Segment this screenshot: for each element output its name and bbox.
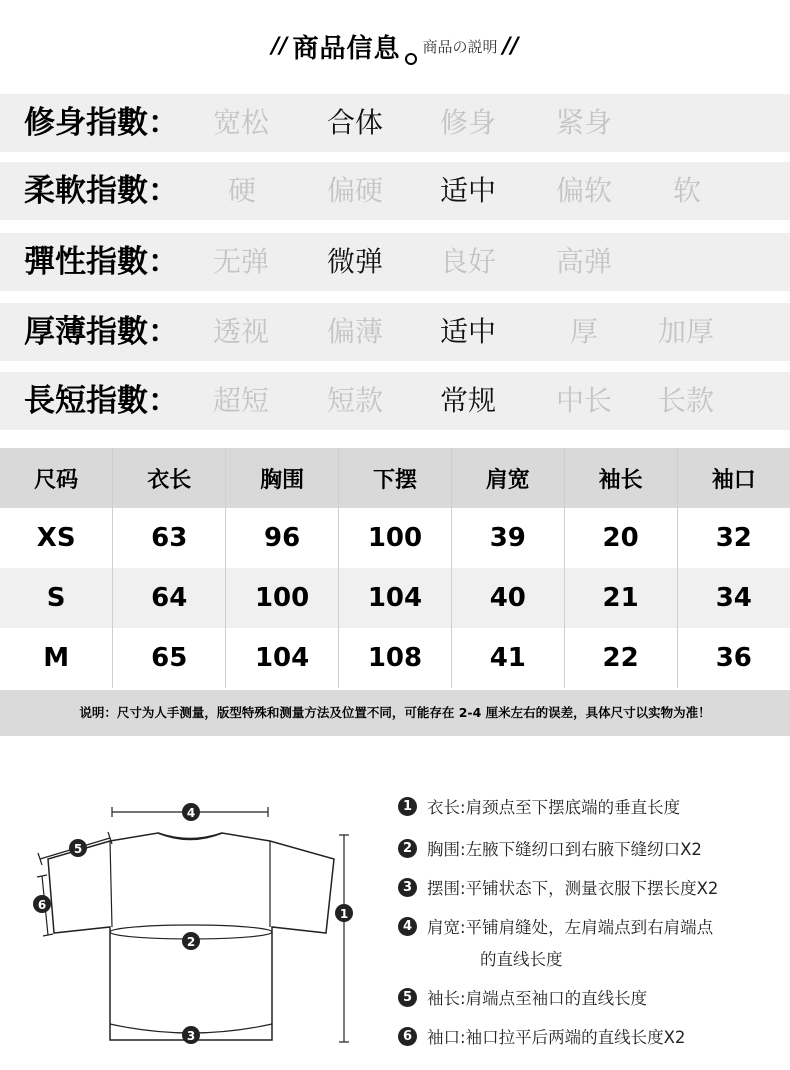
legend-term: 袖口 <box>427 1028 460 1047</box>
thickness-index-row <box>0 303 790 361</box>
index-option-selected: 合体 <box>327 106 384 139</box>
index-label: 彈性指數： <box>24 244 179 280</box>
slash-decoration-left: // <box>271 34 288 59</box>
index-label: 長短指數： <box>24 383 179 419</box>
fit-index-row <box>0 94 790 152</box>
legend-item: 4 肩宽:平铺肩缝处，左肩端点到右肩端点 的直线长度 <box>398 912 783 976</box>
legend-desc: 平铺状态下，测量衣服下摆长度X2 <box>465 879 719 898</box>
index-option-selected: 适中 <box>440 315 497 348</box>
index-option: 硬 <box>228 174 257 207</box>
table-cell: 100 <box>226 568 339 628</box>
index-option: 紧身 <box>556 106 613 139</box>
size-cell: M <box>0 628 113 688</box>
table-cell: 108 <box>339 628 452 688</box>
column-header: 袖长 <box>564 448 677 508</box>
legend-number: 6 <box>398 1027 417 1046</box>
table-cell: 100 <box>339 508 452 568</box>
table-cell: 104 <box>339 568 452 628</box>
table-cell: 20 <box>564 508 677 568</box>
index-option-selected: 适中 <box>440 174 497 207</box>
index-option: 软 <box>673 174 702 207</box>
table-cell: 65 <box>113 628 226 688</box>
legend-desc: 袖口拉平后两端的直线长度X2 <box>465 1028 686 1047</box>
legend-desc: 肩端点至袖口的直线长度 <box>465 989 648 1008</box>
dot-decoration <box>405 53 417 65</box>
section-title: 商品信息 <box>292 34 401 64</box>
marker-3-label: 3 <box>186 1029 196 1043</box>
index-option-selected: 微弹 <box>327 245 384 278</box>
legend-term: 胸围 <box>427 840 460 859</box>
column-header: 肩宽 <box>451 448 564 508</box>
legend-item: 5 袖长:肩端点至袖口的直线长度 <box>398 983 783 1015</box>
legend-item: 1 衣长:肩颈点至下摆底端的垂直长度 <box>398 792 783 824</box>
table-cell: 40 <box>451 568 564 628</box>
index-option: 宽松 <box>213 106 270 139</box>
size-cell: XS <box>0 508 113 568</box>
legend-desc: 平铺肩缝处，左肩端点到右肩端点 <box>465 918 714 937</box>
index-option: 偏硬 <box>327 174 384 207</box>
size-cell: S <box>0 568 113 628</box>
section-header <box>0 28 790 68</box>
marker-1-label: 1 <box>339 907 349 921</box>
legend-number: 1 <box>398 797 417 816</box>
table-cell: 32 <box>715 523 752 553</box>
column-header: 尺码 <box>0 448 113 508</box>
index-option: 无弹 <box>213 245 270 278</box>
legend-desc: 肩颈点至下摆底端的垂直长度 <box>465 798 681 817</box>
size-table-header-row <box>0 448 790 508</box>
table-row <box>0 508 790 568</box>
elasticity-index-row <box>0 233 790 291</box>
table-cell: 41 <box>451 628 564 688</box>
column-header: 袖口 <box>711 467 756 493</box>
index-option: 透视 <box>213 315 270 348</box>
marker-4-label: 4 <box>186 806 196 820</box>
table-cell: 63 <box>113 508 226 568</box>
index-option: 厚 <box>570 315 599 348</box>
legend-desc: 左腋下缝纫口到右腋下缝纫口X2 <box>465 840 702 859</box>
marker-2-label: 2 <box>186 935 196 949</box>
legend-number: 3 <box>398 878 417 897</box>
legend-term: 摆围 <box>427 879 460 898</box>
table-cell: 34 <box>715 583 752 613</box>
table-cell: 22 <box>564 628 677 688</box>
table-row <box>0 568 790 628</box>
legend-term: 肩宽 <box>427 918 460 937</box>
table-cell: 36 <box>715 643 752 673</box>
table-cell: 39 <box>451 508 564 568</box>
index-option: 修身 <box>440 106 497 139</box>
index-option: 中长 <box>556 384 613 417</box>
index-option: 长款 <box>658 384 715 417</box>
legend-item: 6 袖口:袖口拉平后两端的直线长度X2 <box>398 1022 783 1054</box>
slash-decoration-right: // <box>502 34 519 59</box>
index-label: 柔軟指數： <box>24 173 179 209</box>
index-option: 偏薄 <box>327 315 384 348</box>
legend-number: 2 <box>398 839 417 858</box>
column-header: 下摆 <box>339 448 452 508</box>
table-cell: 64 <box>113 568 226 628</box>
size-table <box>0 448 790 688</box>
legend-number: 5 <box>398 988 417 1007</box>
index-option: 短款 <box>327 384 384 417</box>
legend-item: 3 摆围:平铺状态下，测量衣服下摆长度X2 <box>398 873 783 905</box>
index-label: 厚薄指數： <box>24 314 179 350</box>
softness-index-row <box>0 162 790 220</box>
index-label: 修身指數： <box>24 105 179 141</box>
legend-term: 袖长 <box>427 989 460 1008</box>
index-option-selected: 常规 <box>440 384 497 417</box>
marker-5-label: 5 <box>73 842 83 856</box>
index-option: 良好 <box>440 245 497 278</box>
index-option: 偏软 <box>556 174 613 207</box>
column-header: 胸围 <box>226 448 339 508</box>
column-header: 衣长 <box>113 448 226 508</box>
legend-term: 衣长 <box>427 798 460 817</box>
table-cell: 21 <box>564 568 677 628</box>
table-cell: 96 <box>226 508 339 568</box>
legend-number: 4 <box>398 917 417 936</box>
table-cell: 104 <box>226 628 339 688</box>
index-option: 加厚 <box>658 315 715 348</box>
legend-item: 2 胸围:左腋下缝纫口到右腋下缝纫口X2 <box>398 834 783 866</box>
index-option: 高弹 <box>556 245 613 278</box>
table-row <box>0 628 790 688</box>
length-index-row <box>0 372 790 430</box>
index-option: 超短 <box>213 384 270 417</box>
section-subtitle: 商品の説明 <box>422 38 498 56</box>
tshirt-measurement-diagram <box>0 780 380 1070</box>
marker-6-label: 6 <box>37 898 47 912</box>
legend-desc-continued: 的直线长度 <box>480 950 563 969</box>
measurement-note: 说明：尺寸为人手测量，版型特殊和测量方法及位置不同，可能存在 2-4 厘米左右的误差，具体尺寸以实物为准！ <box>0 690 790 736</box>
